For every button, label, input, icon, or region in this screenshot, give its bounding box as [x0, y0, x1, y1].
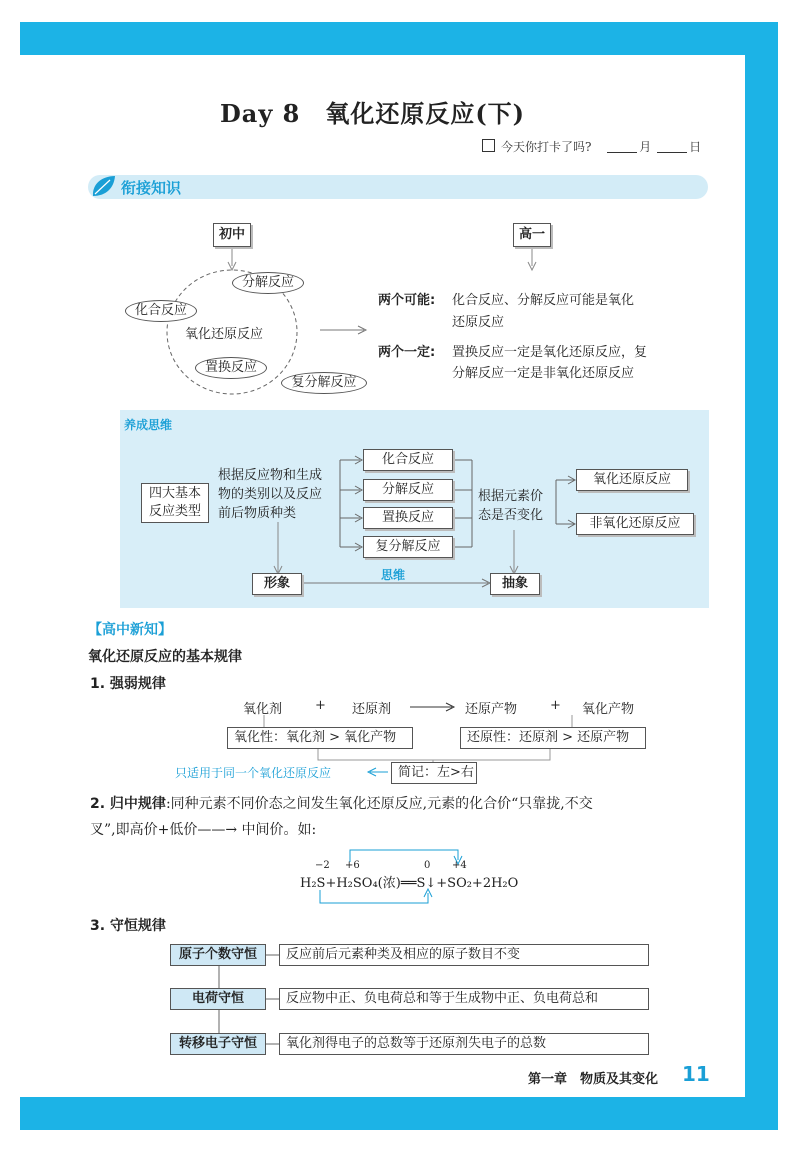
double-decomposition-oval: 复分解反应 — [281, 372, 367, 394]
reductant: 还原剂 — [352, 702, 392, 717]
page-number: 11 — [682, 1062, 710, 1086]
charge-conservation-text: 反应物中正、负电荷总和等于生成物中正、负电荷总和 — [279, 988, 649, 1010]
reaction-equation: H₂S+H₂SO₄(浓)══S↓+SO₂+2H₂O — [300, 876, 519, 891]
valence-plus6: +6 — [345, 860, 360, 871]
electron-conservation-label: 转移电子守恒 — [170, 1033, 266, 1055]
rule2-title: 2. 归中规律 — [90, 796, 166, 812]
redox-center-label: 氧化还原反应 — [185, 327, 264, 342]
type-displacement-box: 置换反应 — [363, 507, 453, 529]
type-decomposition-box: 分解反应 — [363, 479, 453, 501]
oxidizing-box: 氧化性：氧化剂 > 氧化产物 — [227, 727, 413, 749]
only-for-note: 只适用于同一个氧化还原反应 — [175, 766, 332, 780]
valence-line1: 根据元素价 — [478, 489, 544, 504]
new-knowledge-heading: 【高中新知】 — [88, 622, 172, 638]
senior-box: 高一 — [513, 223, 551, 247]
rule2-text2: 叉”,即高价+低价——→ 中间价。如: — [90, 822, 317, 838]
abstract-box: 抽象 — [490, 573, 540, 595]
valence-line2: 态是否变化 — [478, 508, 544, 523]
footer-chapter: 第一章 物质及其变化 — [528, 1072, 659, 1087]
valence-plus4: +4 — [452, 860, 467, 871]
redox-box: 氧化还原反应 — [576, 469, 688, 491]
valence-zero: 0 — [424, 860, 431, 871]
new-knowledge-subheading: 氧化还原反应的基本规律 — [88, 649, 242, 665]
oxidant: 氧化剂 — [243, 702, 283, 717]
charge-conservation-label: 电荷守恒 — [170, 988, 266, 1010]
basis-line2: 物的类别以及反应 — [218, 487, 323, 502]
four-types-line1: 四大基本 — [148, 486, 201, 501]
reducing-box: 还原性：还原剂 > 还原产物 — [460, 727, 646, 749]
type-combination-box: 化合反应 — [363, 449, 453, 471]
combination-oval: 化合反应 — [125, 300, 197, 322]
junior-box: 初中 — [213, 223, 251, 247]
two-possible-text1: 化合反应、分解反应可能是氧化 — [452, 293, 635, 308]
type-double-box: 复分解反应 — [363, 536, 453, 558]
two-certain-text2: 分解反应一定是非氧化还原反应 — [452, 366, 635, 381]
thinking-title: 养成思维 — [124, 418, 173, 432]
four-types-line2: 反应类型 — [148, 504, 201, 519]
two-possible-label: 两个可能: — [378, 293, 436, 308]
electron-conservation-text: 氧化剂得电子的总数等于还原剂失电子的总数 — [279, 1033, 649, 1055]
plus-2: + — [550, 698, 561, 713]
basis-line1: 根据反应物和生成 — [218, 468, 323, 483]
valence-minus2: −2 — [315, 860, 330, 871]
red-product: 还原产物 — [465, 702, 518, 717]
section-bridge-title: 衔接知识 — [121, 179, 182, 197]
basis-line3: 前后物质种类 — [218, 506, 297, 521]
thinking-word: 思维 — [381, 568, 406, 582]
rule3-title: 3. 守恒规律 — [90, 918, 166, 934]
page-title: Day 8 氧化还原反应(下) — [219, 99, 526, 128]
displacement-oval: 置换反应 — [195, 357, 267, 379]
non-redox-box: 非氧化还原反应 — [576, 513, 694, 535]
rule1-title: 1. 强弱规律 — [90, 676, 166, 692]
plus-1: + — [315, 698, 326, 713]
concrete-box: 形象 — [252, 573, 302, 595]
checkin-text: 今天你打卡了吗? — [501, 140, 592, 154]
two-certain-text1: 置换反应一定是氧化还原反应，复 — [452, 345, 648, 360]
day-label: 日 — [689, 140, 702, 154]
month-label: 月 — [639, 140, 652, 154]
rule2-text1: :同种元素不同价态之间发生氧化还原反应,元素的化合价“只靠拢,不交 — [165, 796, 593, 812]
two-possible-text2: 还原反应 — [452, 315, 505, 330]
atom-conservation-text: 反应前后元素种类及相应的原子数目不变 — [279, 944, 649, 966]
ox-product: 氧化产物 — [582, 702, 635, 717]
decomposition-oval: 分解反应 — [232, 272, 304, 294]
memo-box: 简记：左>右 — [391, 762, 477, 784]
two-certain-label: 两个一定: — [378, 345, 436, 360]
atom-conservation-label: 原子个数守恒 — [170, 944, 266, 966]
